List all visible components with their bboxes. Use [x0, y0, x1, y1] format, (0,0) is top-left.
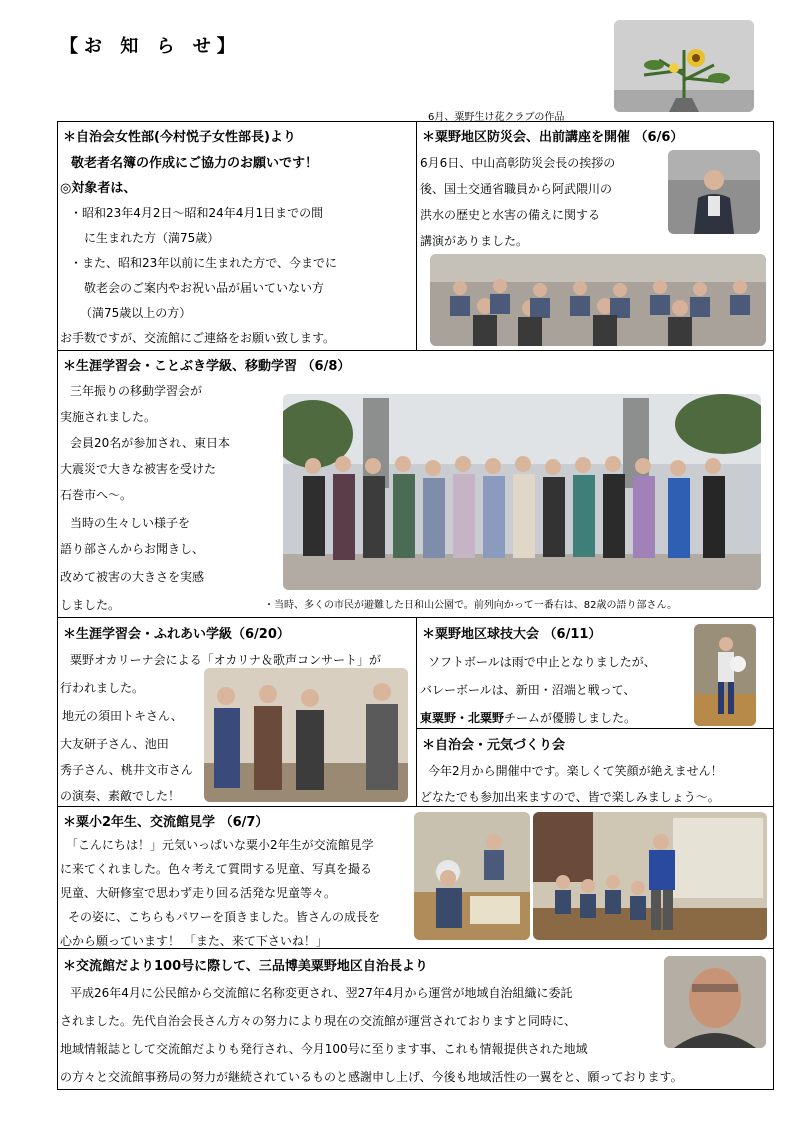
fureai-line: 地元の須田トキさん、: [62, 709, 183, 723]
ball-result: [420, 709, 636, 726]
trip-line: 石巻市へ～。: [60, 488, 133, 502]
fureai-line: 行われました。: [60, 681, 145, 695]
school-line: に来てくれました。色々考えて質問する児童、写真を撮る: [60, 862, 373, 876]
school-line: 児童、大研修室で思わず走り回る活発な児童等々。: [60, 886, 337, 900]
trip-line: 実施されました。: [60, 410, 157, 424]
genki-line: 今年2月から開催中です。楽しくて笑顔が絶えません！: [428, 764, 723, 778]
winning-teams: 東粟野・北粟野: [420, 711, 505, 725]
ball-heading: ＊粟野地区球技大会 （6/11）: [422, 627, 602, 642]
genki-heading: ＊自治会・元気づくり会: [422, 738, 566, 753]
children-visit-photo: [533, 812, 767, 940]
trip-line: 三年振りの移動学習会が: [70, 384, 203, 398]
ocarina-photo: [204, 668, 408, 802]
womens-line: に生まれた方（満75歳）: [84, 231, 220, 245]
disaster-line: 6月6日、中山高彰防災会長の挨拶の: [420, 156, 616, 170]
ikebana-photo: [614, 20, 754, 112]
school-line: その姿に、こちらもパワーを頂きました。皆さんの成長を: [68, 910, 381, 924]
womens-line: ・昭和23年4月2日～昭和24年4月1日までの間: [70, 206, 324, 220]
womens-heading: ＊自治会女性部(今村悦子女性部長)より: [63, 130, 296, 145]
womens-line: ・また、昭和23年以前に生まれた方で、今までに: [70, 256, 338, 270]
group-photo: [283, 394, 761, 590]
chief-line: 平成26年4月に公民館から交流館に名称変更され、翌27年4月から運営が地域自治組織に委託: [70, 986, 573, 1000]
chief-heading: ＊交流館だより100号に際して、三品博美粟野地区自治長より: [63, 959, 428, 974]
trip-line: 大震災で大きな被害を受けた: [60, 462, 217, 476]
page-title: 【お 知 ら せ】: [60, 36, 241, 57]
trip-line: 改めて被害の大きさを実感: [60, 570, 205, 584]
children-study-photo: [414, 812, 530, 940]
chief-portrait-photo: [664, 956, 766, 1048]
womens-line: （満75歳以上の方）: [80, 306, 192, 320]
disaster-line: 講演がありました。: [420, 234, 529, 248]
chief-line: されました。先代自治会長さん方々の努力により現在の交流館が運営されておりますと同時に、: [60, 1014, 577, 1028]
speaker-photo: [668, 150, 760, 234]
fureai-line: 秀子さん、桃井文市さん: [60, 763, 193, 777]
volleyball-photo: [694, 624, 756, 726]
ball-line: ソフトボールは雨で中止となりましたが、: [428, 655, 656, 669]
fureai-line: 粟野オカリーナ会による「オカリナ＆歌声コンサート」が: [70, 653, 382, 667]
fureai-line: の演奏、素敵でした！: [60, 789, 181, 803]
trip-line: 語り部さんからお聞きし、: [60, 542, 205, 556]
school-line: 心から願っています！ 「また、来て下さいね！」: [60, 934, 328, 948]
fureai-line: 大友研子さん、池田: [60, 737, 169, 751]
trip-line: 会員20名が参加され、東日本: [70, 436, 230, 450]
womens-line: お手数ですが、交流館にご連絡をお願い致します。: [60, 331, 336, 345]
genki-line: どなたでも参加出来ますので、皆で楽しみましょう～。: [420, 790, 720, 804]
chief-line: 地域情報誌として交流館だよりも発行され、今月100号に至ります事、これも情報提供された地域: [60, 1042, 588, 1056]
disaster-heading: ＊粟野地区防災会、出前講座を開催 （6/6）: [422, 130, 684, 145]
disaster-line: 後、国土交通省職員から阿武隈川の: [420, 182, 613, 196]
chief-line: の方々と交流館事務局の努力が継続されているものと感謝申し上げ、今後も地域活性の一翼をと、願っております。: [60, 1070, 683, 1084]
trip-heading: ＊生涯学習会・ことぶき学級、移動学習 （6/8）: [63, 359, 351, 374]
womens-line: 敬老会のご案内やお祝い品が届いていない方: [84, 281, 325, 295]
school-heading: ＊粟小2年生、交流館見学 （6/7）: [63, 815, 269, 830]
lecture-audience-photo: [430, 254, 766, 346]
ball-line: バレーボールは、新田・沼端と戦って、: [420, 683, 636, 697]
ikebana-caption: 6月、粟野生け花クラブの作品: [428, 112, 565, 123]
trip-line: しました。: [60, 598, 121, 612]
womens-subheading: 敬老者名簿の作成にご協力のお願いです！: [71, 156, 319, 171]
group-photo-caption: ・当時、多くの市民が避難した日和山公園で。前列向かって一番右は、82歳の語り部さん。: [264, 600, 678, 611]
school-line: 「こんにちは！」元気いっぱいな粟小2年生が交流館見学: [66, 838, 374, 852]
womens-target-label: ◎対象者は、: [60, 181, 137, 196]
result-suffix: チームが優勝しました。: [504, 711, 637, 725]
disaster-line: 洪水の歴史と水害の備えに関する: [420, 208, 601, 222]
trip-line: 当時の生々しい様子を: [70, 516, 191, 530]
fureai-heading: ＊生涯学習会・ふれあい学級（6/20）: [63, 627, 290, 642]
